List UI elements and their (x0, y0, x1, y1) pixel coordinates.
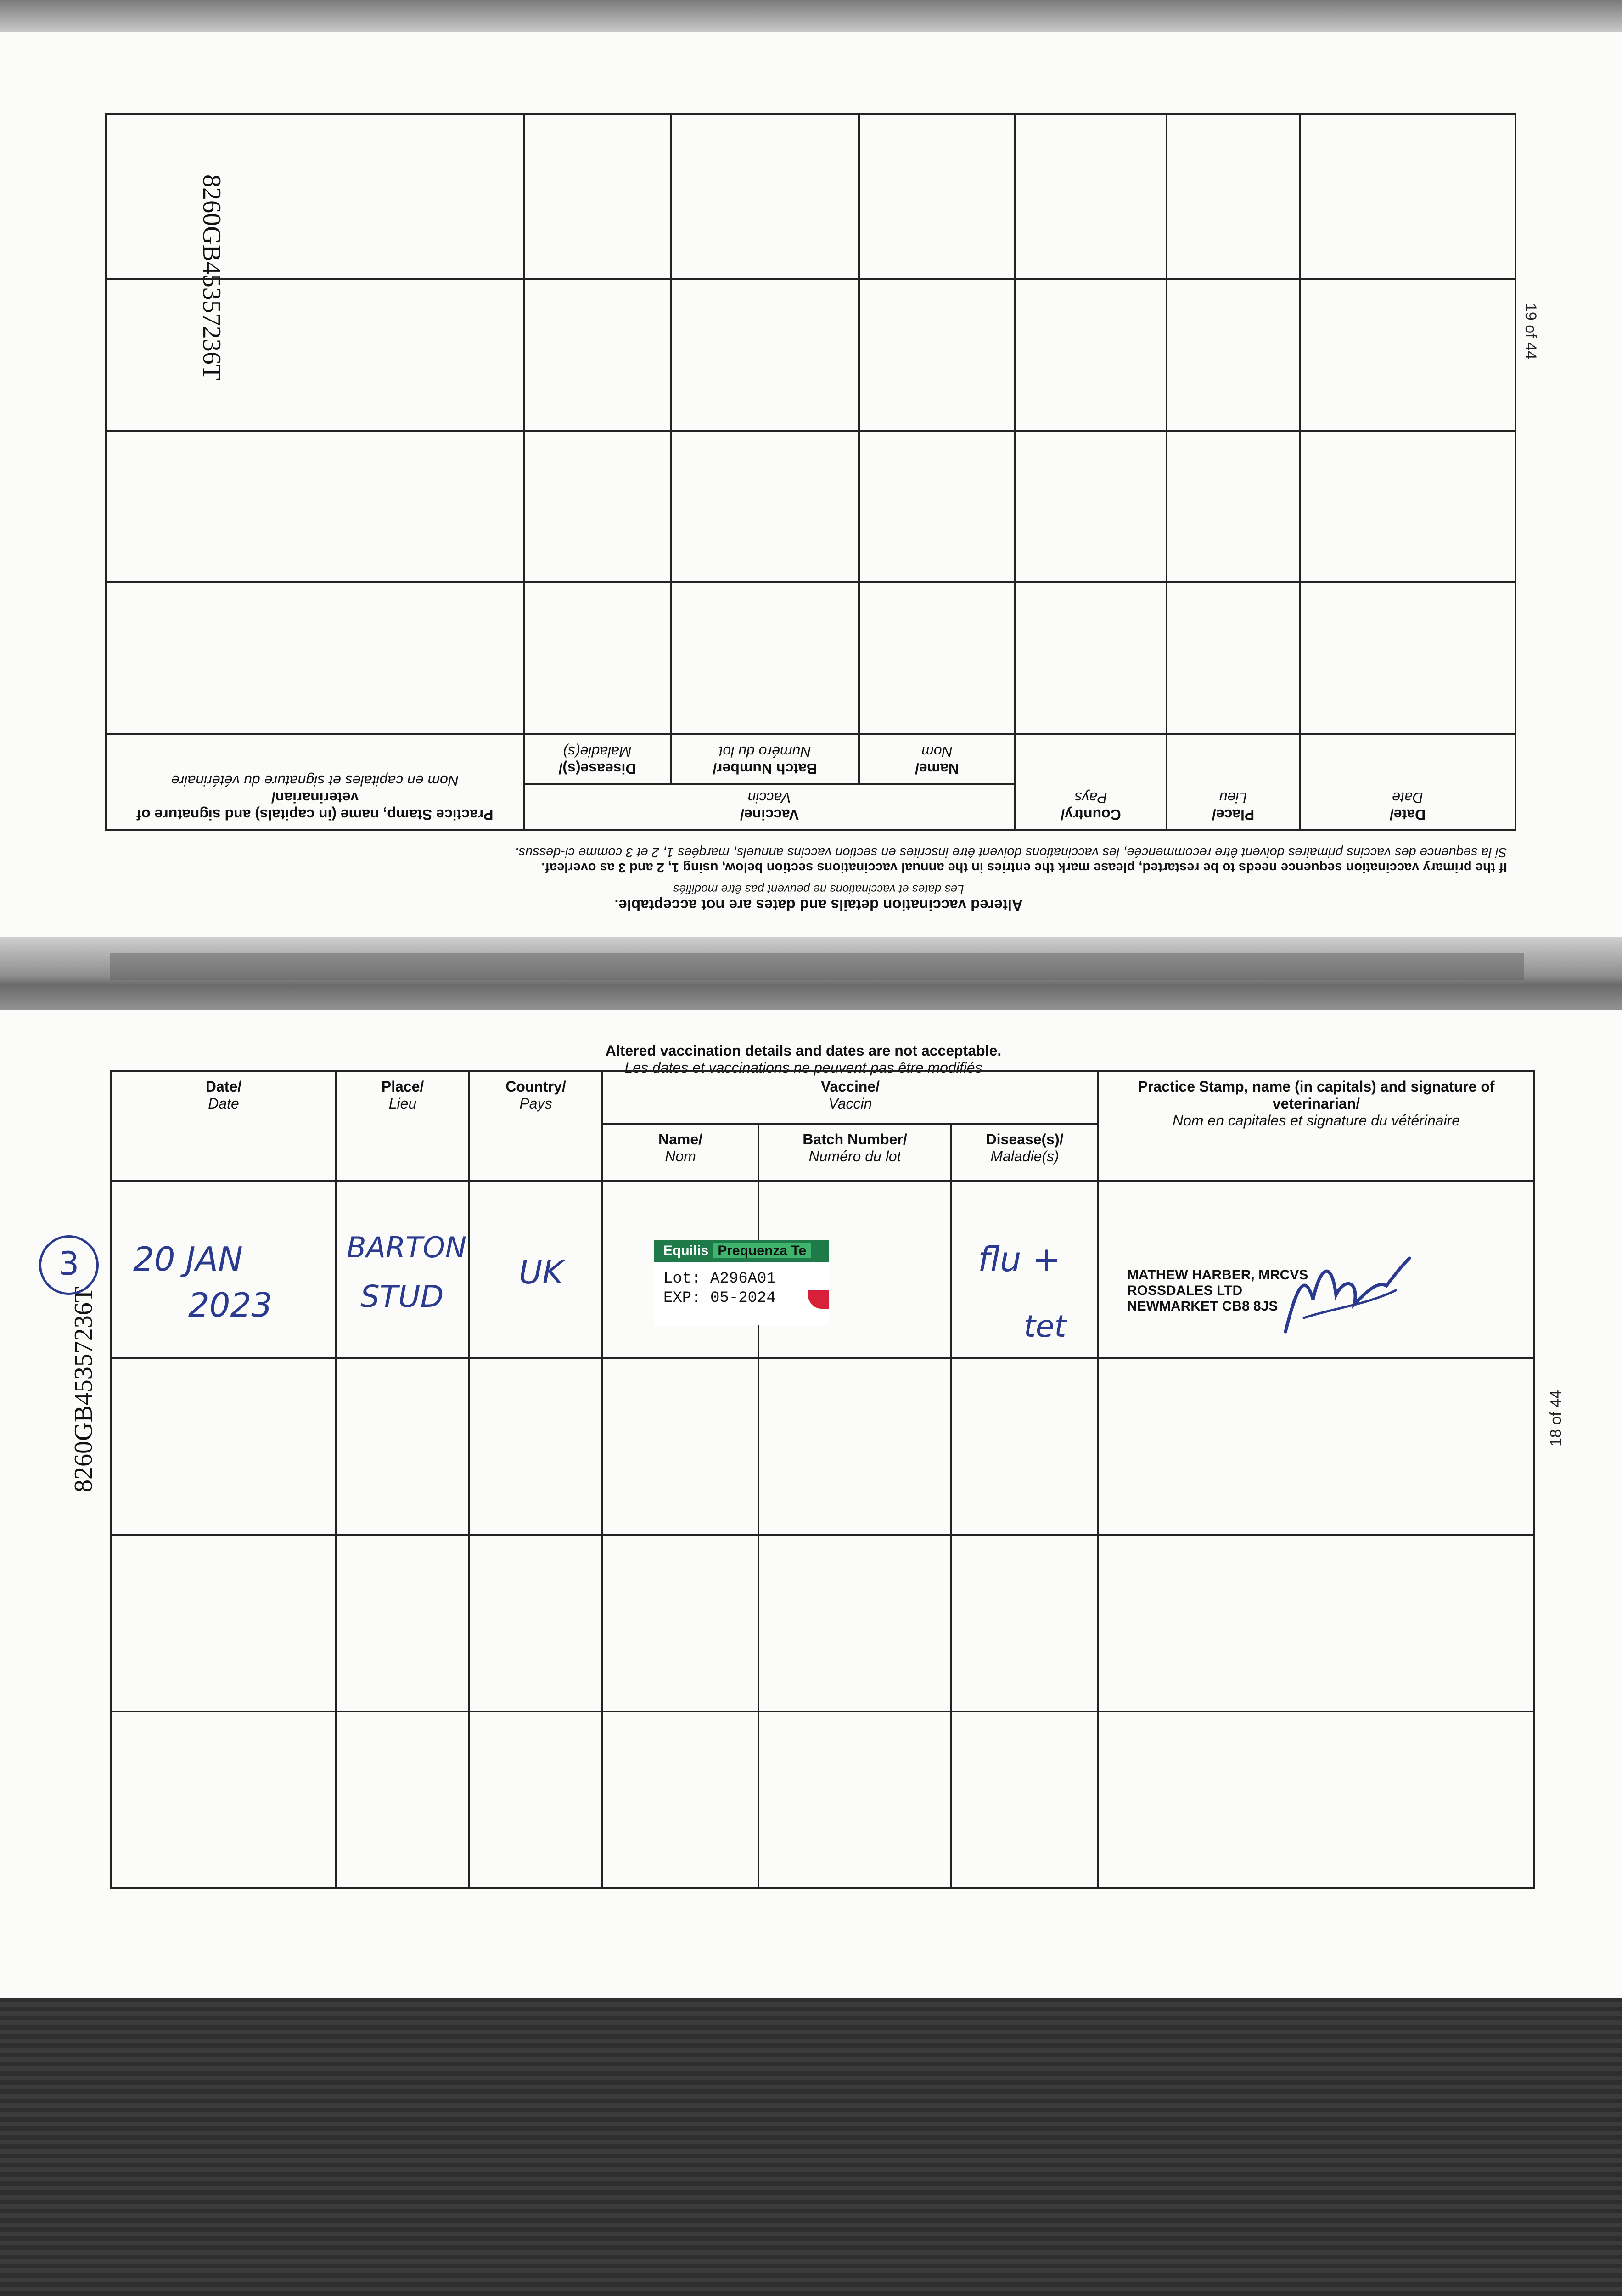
altered-note-fr-top: Les dates et vaccinations ne peuvent pas être modifiés (673, 883, 964, 896)
col-stamp-top: Practice Stamp, name (in capitals) and signature of veterinarian/ Nom en capitales et signature du vétérinaire (106, 734, 524, 830)
vaccine-batch-sticker (654, 1240, 829, 1325)
vaccination-table-top (105, 113, 1516, 831)
vet-address: NEWMARKET CB8 8JS (1127, 1299, 1278, 1314)
col-batch: Batch Number/ Numéro du lot (758, 1124, 951, 1181)
col-date-top: Date/ Date (1300, 734, 1515, 830)
entry-date-line1: 20 JAN (133, 1240, 243, 1278)
instruction-block-top (153, 882, 1484, 914)
table-row (106, 431, 1515, 582)
table-row (111, 1358, 1534, 1535)
entry-place-line2: STUD (360, 1279, 444, 1314)
entry-date-line2: 2023 (188, 1286, 273, 1324)
col-vaccine-top: Vaccine/ Vaccin (524, 784, 1015, 830)
table-row (106, 279, 1515, 431)
spine-shadow (110, 953, 1524, 980)
vet-practice: ROSSDALES LTD (1127, 1283, 1243, 1298)
sequence-number: 3 (39, 1235, 99, 1295)
restart-instruction (130, 844, 1507, 875)
page-19 (0, 32, 1622, 955)
vet-signature (1276, 1240, 1414, 1341)
vaccine-brand: Equilis (663, 1243, 709, 1258)
entry-disease-line2: tet (1024, 1309, 1066, 1344)
vaccine-lot: Lot: A296A01 (663, 1270, 776, 1288)
vaccine-product: Prequenza Te (713, 1243, 811, 1258)
restart-instruction-en: If the primary vaccination sequence needs to be restarted, please mark the entries in the annual vaccinations section below, using 1, 2 and 3 as overleaf. (541, 860, 1507, 875)
book-cover-bottom (0, 1998, 1622, 2296)
entry-country: UK (519, 1254, 564, 1291)
col-name: Name/ Nom (602, 1124, 758, 1181)
passport-id-bottom: 8260GB45357236T (69, 1287, 98, 1492)
vaccine-name-strip (654, 1240, 829, 1262)
table-row (111, 1711, 1534, 1888)
col-date: Date/ Date (111, 1071, 336, 1181)
vaccination-table-bottom (110, 1070, 1535, 1889)
passport-id-top: 8260GB45357236T (197, 174, 226, 380)
col-vaccine: Vaccine/ Vaccin (602, 1071, 1098, 1124)
col-stamp: Practice Stamp, name (in capitals) and signature of veterinarian/ Nom en capitales et signature du vétérinaire (1098, 1071, 1534, 1181)
col-place-top: Place/ Lieu (1167, 734, 1300, 830)
table-row (111, 1535, 1534, 1711)
altered-note-fr-bottom: Les dates et vaccinations ne peuvent pas être modifiés (624, 1059, 982, 1076)
col-batch-top: Batch Number/ Numéro du lot (671, 734, 859, 784)
vaccine-exp: EXP: 05-2024 (663, 1289, 776, 1307)
altered-note-bottom: Altered vaccination details and dates are not acceptable. (605, 1042, 1002, 1059)
page-19-rotated (0, 32, 1622, 955)
col-disease: Disease(s)/ Maladie(s) (951, 1124, 1098, 1181)
col-name-top: Name/ Nom (859, 734, 1015, 784)
page-number-top: 19 of 44 (1522, 303, 1539, 360)
col-country-top: Country/ Pays (1015, 734, 1167, 830)
entry-disease-line1: flu + (978, 1240, 1061, 1279)
col-place: Place/ Lieu (336, 1071, 469, 1181)
col-country: Country/ Pays (469, 1071, 602, 1181)
entry-place-line1: BARTON (347, 1231, 467, 1264)
table-row (106, 114, 1515, 279)
vet-name: MATHEW HARBER, MRCVS (1127, 1267, 1308, 1283)
altered-note-top: Altered vaccination details and dates are not acceptable. (614, 897, 1023, 914)
page-number-bottom: 18 of 44 (1547, 1390, 1565, 1446)
restart-instruction-fr: Si la sequence des vaccins primaires doivent être recommencée, les vaccinations doivent être inscrites en section vaccins annuels, marqées 1, 2 et 3 comme ci-dessus. (515, 845, 1507, 860)
table-row (106, 582, 1515, 734)
book-top-edge (0, 0, 1622, 32)
col-disease-top: Disease(s)/ Maladie(s) (524, 734, 671, 784)
